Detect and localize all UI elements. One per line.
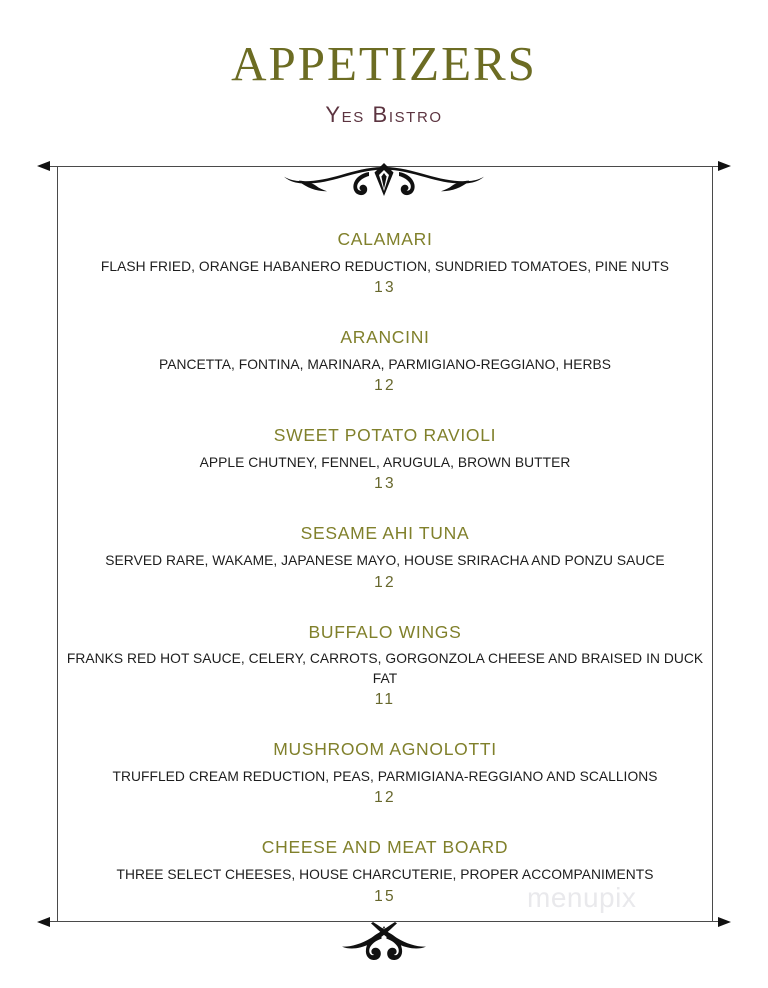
menu-item-price: 11 xyxy=(374,691,396,709)
menu-header xyxy=(0,0,768,128)
watermark: menupix xyxy=(527,882,637,913)
restaurant-name: Yes Bistro xyxy=(325,102,443,128)
flourish-ornament-bottom-icon xyxy=(309,920,459,962)
menu-item xyxy=(58,522,712,593)
arrow-left-icon-bottom-left xyxy=(37,917,50,927)
menu-item-description: TRUFFLED CREAM REDUCTION, PEAS, PARMIGIANA-REGGIANO AND SCALLIONS xyxy=(112,768,658,784)
menu-item-name: CHEESE AND MEAT BOARD xyxy=(261,837,509,858)
menu-item-name: SWEET POTATO RAVIOLI xyxy=(273,425,497,446)
menu-item xyxy=(58,326,712,397)
menu-item-price: 13 xyxy=(374,279,396,297)
menu-item-price: 12 xyxy=(374,789,396,807)
menu-item xyxy=(58,836,712,907)
menu-item xyxy=(58,424,712,495)
arrow-left-icon-top-left xyxy=(37,161,50,171)
menu-item-price: 15 xyxy=(374,887,396,905)
page-title: APPETIZERS xyxy=(231,36,537,91)
menu-item-name: ARANCINI xyxy=(340,327,430,348)
menu-item-description: FRANKS RED HOT SAUCE, CELERY, CARROTS, GORGONZOLA CHEESE AND BRAISED IN DUCK FAT xyxy=(66,651,704,686)
menu-item-description: APPLE CHUTNEY, FENNEL, ARUGULA, BROWN BUTTER xyxy=(199,454,571,470)
menu-item-name: MUSHROOM AGNOLOTTI xyxy=(273,739,497,760)
menu-item xyxy=(58,621,712,712)
menu-item-list xyxy=(58,228,712,907)
menu-item-description: SERVED RARE, WAKAME, JAPANESE MAYO, HOUSE SRIRACHA AND PONZU SAUCE xyxy=(105,553,665,568)
menu-item xyxy=(58,738,712,809)
menu-item-price: 12 xyxy=(374,377,396,395)
arrow-right-icon-bottom-right xyxy=(718,917,731,927)
menu-item-name: CALAMARI xyxy=(337,229,433,249)
menu-item xyxy=(58,228,712,299)
menu-item-description: THREE SELECT CHEESES, HOUSE CHARCUTERIE, PROPER ACCOMPANIMENTS xyxy=(116,866,654,882)
menu-item-name: SESAME AHI TUNA xyxy=(300,523,470,544)
menu-item-description: PANCETTA, FONTINA, MARINARA, PARMIGIANO-REGGIANO, HERBS xyxy=(159,356,611,372)
menu-item-price: 12 xyxy=(374,573,396,591)
menu-item-price: 13 xyxy=(374,475,396,493)
menu-item-description: FLASH FRIED, ORANGE HABANERO REDUCTION, SUNDRIED TOMATOES, PINE NUTS xyxy=(100,258,670,274)
menu-item-name: BUFFALO WINGS xyxy=(308,621,462,642)
arrow-right-icon-top-right xyxy=(718,161,731,171)
